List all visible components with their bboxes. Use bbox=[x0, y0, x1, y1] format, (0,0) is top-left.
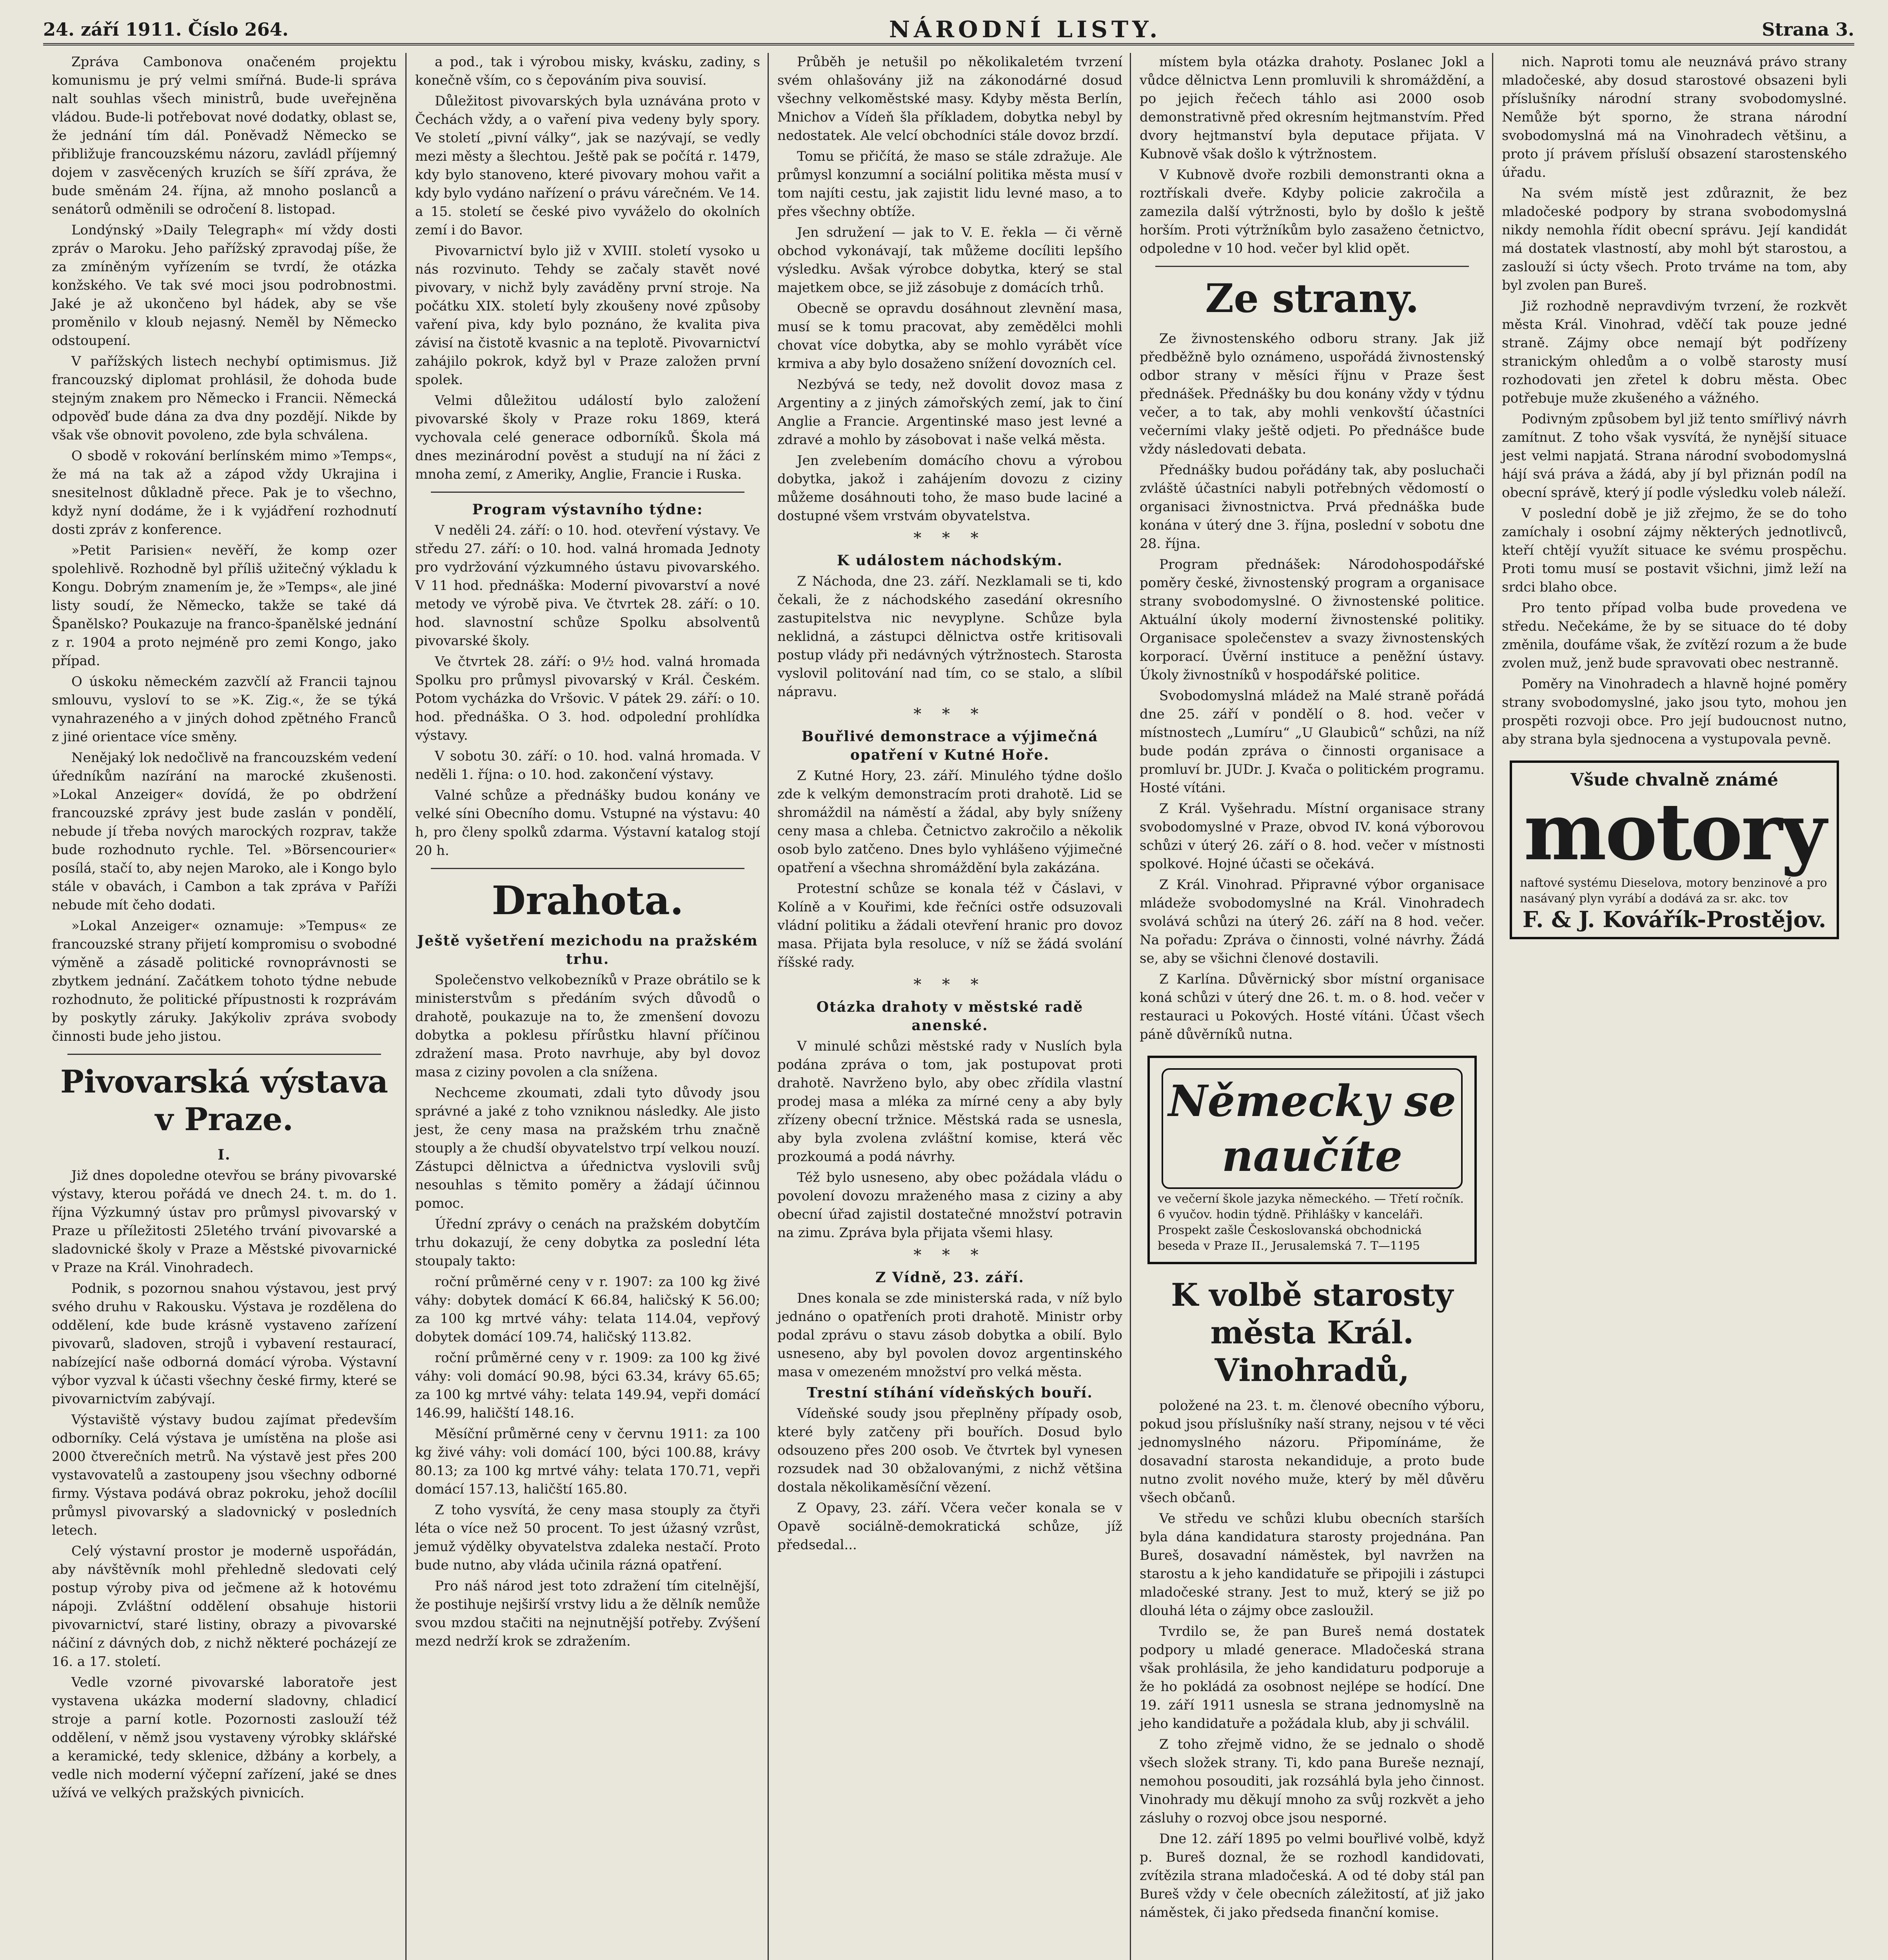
paragraph: Pro náš národ jest toto zdražení tím citelnější, že postihuje nejširší vrstvy lidu a že dělník nemůže svou mzdou stačiti na nejnutnější potřeby. Zvýšení mezd nedrží krok se zdražením. bbox=[415, 1578, 760, 1649]
paragraph: Z Náchoda, dne 23. září. Nezklamali se ti, kdo čekali, že z náchodského zasedání okresního zastupitelstva nic nevyplyne. Schůze byla neklidná, a zástupci dělnictva ostře kritisovali postup vlády při nedávných výtržnostech. Starosta vyslovil politování nad tím, co se stalo, a slíbil nápravu. bbox=[777, 573, 1122, 700]
price-paragraph: roční průměrné ceny v r. 1907: za 100 kg živé váhy: dobytek domácí K 66.84, haličský K 56.00; za 100 kg mrtvé váhy: telata 114.04, vepřový dobytek domácí 109.74, haličský 113.82. bbox=[415, 1274, 760, 1345]
paragraph: Tvrdilo se, že pan Bureš nemá dostatek podpory u mladé generace. Mladočeská strana však prohlásila, že jeho kandidaturu podporuje a že ho pokládá za osobnost nejlépe se hodící. Dne 19. září 1911 usnesla se strana jednomyslně na jeho kandidatuře a požádala klub, aby ji schválil. bbox=[1140, 1624, 1485, 1731]
paragraph: Podnik, s pozornou snahou výstavou, jest prvý svého druhu v Rakousku. Výstava je rozdělena do oddělení, kde bude krásně vystaveno zařízení pivovarů, sladoven, strojů i vybavení restaurací, nabízející naše odborná domácí výroba. Výstavní výbor vyzval k účasti všechny české firmy, které se pivovarnictvím zabývají. bbox=[52, 1281, 397, 1407]
paragraph: Tomu se přičítá, že maso se stále zdražuje. Ale průmysl konzumní a sociální politika města musí v tom najíti cestu, jak zajistit lidu levné maso, a to přes všechny obtíže. bbox=[777, 149, 1122, 220]
column-3-text bbox=[769, 53, 1131, 1554]
paragraph: Vedle vzorné pivovarské laboratoře jest vystavena ukázka moderní sladovny, chladicí stroje a parní kotle. Pozornosti zaslouží též oddělení, v němž jsou vystaveny výrobky sklářské a keramické, tedy sklenice, džbány a korbely, a vedle nich moderní výčepní zařízení, jaké se dnes užívá ve velkých pražských pivnicích. bbox=[52, 1675, 397, 1801]
ad-logo: motory bbox=[1523, 786, 1825, 878]
paragraph: Valné schůze a přednášky budou konány ve velké síni Obecního domu. Vstupné na výstavu: 40 h, pro členy spolků zdarma. Výstavní katalog stojí 20 h. bbox=[415, 788, 760, 858]
paragraph: Z Král. Vyšehradu. Místní organisace strany svobodomyslné v Praze, obvod IV. koná výborovou schůzi v úterý 26. září o 8. hod. večer v místnosti spolkové. Hojné účasti se očekává. bbox=[1140, 801, 1485, 872]
article-subheading: Bouřlivé demonstrace a výjimečná opatření v Kutné Hoře. bbox=[801, 728, 1098, 763]
paragraph: Dnes konala se zde ministerská rada, v níž bylo jednáno o opatřeních proti drahotě. Ministr orby podal zprávu o stavu zásob dobytka a obilí. Bylo usneseno, aby byl povolen dovoz argentinského masa v omezeném množství pro velká města. bbox=[777, 1290, 1122, 1380]
paragraph: Z toho zřejmě vidno, že se jednalo o shodě všech složek strany. Ti, kdo pana Bureše neznají, nemohou posouditi, jak rozsáhlá byla jeho činnost. Vinohrady mu děkují mnoho za svůj rozkvět a jeho zásluhy o rozvoj obce jsou nesporné. bbox=[1140, 1737, 1485, 1826]
column-3 bbox=[768, 53, 1131, 1960]
paragraph: Nechceme zkoumati, zdali tyto důvody jsou správné a jaké z toho vzniknou následky. Ale jisto jest, že ceny masa na pražském trhu značně stouply a že chudší obyvatelstvo trpí velkou nouzí. Zástupci dělnictva a úřednictva vyslovili svůj nesouhlas s těmito poměry a žádají účinnou pomoc. bbox=[415, 1085, 760, 1211]
column-4 bbox=[1130, 53, 1493, 1960]
ad-text: ve večerní škole jazyka německého. — Třetí ročník. 6 vyučov. hodin týdně. Přihlášky v kanceláři. Prospekt zašle Českoslovanská obchodnická beseda v Praze II., Jerusalemská 7. T—1195 bbox=[1158, 1192, 1464, 1253]
paragraph: Z toho vysvítá, že ceny masa stouply za čtyři léta o více než 50 procent. To jest úžasný vzrůst, jemuž výdělky obyvatelstva zdaleka nestačí. Proto bude nutno, aby vláda učinila rázná opatření. bbox=[415, 1502, 760, 1573]
paragraph: »Petit Parisien« nevěří, že komp ozer spolehlivě. Rozhodně byl příliš užitečný výkladu k Kongu. Dobrým znamením je, že »Temps«, ale jiné listy soudí, že Německo, takže se také dá Španělsko? Poukazuje na franco-španělské jednání z r. 1904 a proto nejméně pro zemi Kongo, jako případ. bbox=[52, 543, 397, 669]
article-subheading: K událostem náchodským. bbox=[837, 552, 1063, 569]
section-separator: * * * bbox=[913, 976, 986, 994]
column-5-text bbox=[1493, 53, 1855, 939]
ad-text: naftové systému Dieselova, motory benzinové a pro nasávaný plyn vyrábí a dodává za sr. akc. tov bbox=[1520, 876, 1827, 906]
paragraph: O sbodě v rokování berlínském mimo »Temps«, že má na tak až a zápod vždy Ukrajina i snesitelnost důkladně přece. Pak je to všechno, když nyní dodáme, že i k vyjádření rozhodnutí dosti zpráv z konference. bbox=[52, 448, 397, 537]
paragraph: místem byla otázka drahoty. Poslanec Jokl a vůdce dělnictva Lenn promluvili k shromáždění, a po jejich řečech táhlo asi 2000 osob demonstrativně před okresním hejtmanstvím. Před dvory hejtmanství byla deputace přijata. V Kubnově však došlo k výtržnostem. bbox=[1140, 54, 1485, 162]
paragraph: Podivným způsobem byl již tento smířlivý návrh zamítnut. Z toho však vysvítá, že nynější situace jest velmi napjatá. Strana národní svobodomyslná hájí svá práva a žádá, aby jí byl přiznán podíl na obecní správě, který jí podle výsledku voleb náleží. bbox=[1502, 411, 1847, 501]
ad-firm-name: F. & J. Kovářík-Prostějov. bbox=[1522, 907, 1826, 933]
article-subheading: Ještě vyšetření mezichodu na pražském trhu. bbox=[417, 933, 758, 967]
paragraph: Protestní schůze se konala též v Čáslavi, v Kolíně a v Kouřimi, kde řečníci ostře odsuzovali vládní politiku a žádali otevření hranic pro dovoz masa. Přijata byla resoluce, v níž se žádá svolání říšské rady. bbox=[777, 881, 1122, 970]
article-subheading: Z Vídně, 23. září. bbox=[875, 1269, 1024, 1286]
paragraph: Celý výstavní prostor je moderně uspořádán, aby návštěvník mohl přehledně sledovati celý postup výroby piva od ječmene až k hotovému nápoji. Zvláštní oddělení obsahuje historii pivovarnictví, staré listiny, obrazy a pivovarské náčiní z dávných dob, z nichž některé pocházejí ze 16. a 17. století. bbox=[52, 1543, 397, 1670]
paragraph: položené na 23. t. m. členové obecního výboru, pokud jsou příslušníky naší strany, nejsou v té věci jednomyslného názoru. Připomínáme, že dosavadní starosta nekandiduje, a proto bude nutno zvolit nového muže, který by měl důvěru všech občanů. bbox=[1140, 1398, 1485, 1506]
paragraph: a pod., tak i výrobou misky, kvásku, zadiny, s konečně vším, co s čepováním piva souvisí. bbox=[415, 54, 760, 88]
article-subheading: Trestní stíhání vídeňských bouří. bbox=[807, 1385, 1093, 1401]
column-1 bbox=[43, 53, 405, 1960]
program-heading: Program výstavního týdne: bbox=[472, 501, 703, 518]
divider bbox=[1155, 266, 1469, 267]
paragraph: V minulé schůzi městské rady v Nuslích byla podána zpráva o tom, jak postupovat proti drahotě. Navrženo bylo, aby obec zřídila vlastní prodej masa a mléka za mírné ceny a aby byly zřízeny obecní tržnice. Městská rada se usnesla, aby byla zvolena zvláštní komise, která věc prozkoumá a podá návrhy. bbox=[777, 1038, 1122, 1165]
columns bbox=[43, 53, 1854, 1960]
paragraph: Poměry na Vinohradech a hlavně hojné poměry strany svobodomyslné, jako jsou tyto, mohou jen prospěti rozvoji obce. Pro její budoucnost nutno, aby strana byla sjednocena a vystupovala pevně. bbox=[1502, 676, 1847, 747]
paragraph: Pivovarnictví bylo již v XVIII. století vysoko u nás rozvinuto. Tehdy se začaly stavět nové pivovary, v nichž byly zaváděny první stroje. Na počátku XIX. století byly zkoušeny nové způsoby vaření piva, kdy bylo poznáno, že kvalita piva závisí na čistotě kvasnic a na teplotě. Pivovarnictví zahájilo pokrok, když byl v Praze založen první spolek. bbox=[415, 243, 760, 388]
ad-tagline: Všude chvalně známé bbox=[1570, 770, 1778, 790]
paragraph: V sobotu 30. září: o 10. hod. valná hromada. V neděli 1. října: o 10. hod. zakončení výstavy. bbox=[415, 748, 760, 782]
paragraph: V poslední době je již zřejmo, že se do toho zamíchaly i osobní zájmy některých jednotlivců, kteří chtějí využít situace ke svému prospěchu. Proti tomu musí se postavit všichni, jimž leží na srdci blaho obce. bbox=[1502, 506, 1847, 595]
section-separator: * * * bbox=[913, 705, 986, 723]
article-heading: K volbě starosty města Král. Vinohradů, bbox=[1171, 1276, 1454, 1388]
ad-headline: Německy se naučíte bbox=[1162, 1068, 1463, 1189]
paragraph: V pařížských listech nechybí optimismus. Již francouzský diplomat prohlásil, že dohoda bude stejným znakem pro Německo i Francii. Německá odpověď bude dána za dva dny pozdějí. Nikde by však vše obnovit povoleno, zde byla schválena. bbox=[52, 354, 397, 443]
paragraph: Výstaviště výstavy budou zajímat především odborníky. Celá výstava je umístěna na ploše asi 2000 čtverečních metrů. Na výstavě jest přes 200 vystavovatelů a zastoupeny jsou všechny odborné firmy. Výstava podává obraz pokroku, jehož docílil průmysl pivovarský a sladovnický v posledních letech. bbox=[52, 1412, 397, 1538]
paragraph: O úskoku německém zazvčlí až Francii tajnou smlouvu, vysloví to se »K. Zig.«, že se týká vynahrazeného a v jiných dohod zpětného Franců z jiné orientace více směny. bbox=[52, 674, 397, 745]
paragraph: Ze živnostenského odboru strany. Jak již předběžně bylo oznámeno, uspořádá živnostenský odbor strany v měsíci říjnu v Praze šest přednášek. Přednášky bu dou konány vždy v týdnu večer, a to tak, aby mohli venkovští účastníci večerními vlaky ještě odjeti. Po přednášce bude vždy následovati debata. bbox=[1140, 331, 1485, 457]
page-number: Strana 3. bbox=[1762, 19, 1854, 40]
paragraph: Z Karlína. Důvěrnický sbor místní organisace koná schůzi v úterý dne 26. t. m. o 8. hod. večer v restauraci u Pokových. Hosté vítáni. Účast všech páně důvěrníků nutna. bbox=[1140, 971, 1485, 1042]
paragraph: Důležitost pivovarských byla uznávána proto v Čechách vždy, a o vaření piva vedeny byly spory. Ve století „pivní války“, jak se nazývají, se vedly mezi městy a šlechtou. Ještě pak se počítá r. 1479, kdy bylo stanoveno, které pivovary mohou vařit a kdy bylo vydáno nařízení o právu várečném. Ve 14. a 15. století se české pivo vyváželo do okolních zemí i do Bavor. bbox=[415, 93, 760, 238]
paragraph: Z Král. Vinohrad. Připravné výbor organisace mládeže svobodomyslné na Král. Vinohradech svolává schůzi na úterý 26. září na 8 hod. večer. Na pořadu: Zpráva o činnosti, volné návrhy. Žádá se, aby se všichni členové dostavili. bbox=[1140, 877, 1485, 966]
paragraph: Zpráva Cambonova onačeném projektu komunismu je prý velmi smířná. Bude-li správa nalt souhlas všech ministrů, bude uveřejněna vládou. Bude-li potřebovat nové dodatky, oblast se, že jednání tím dál. Poněvadž Německo se přibližuje francouzskému názoru, zavládl příjemný dojem v zasvěcených kruzích se šíří zpráva, že bude směnám 24. října, až mnoho poslanců a senátorů odměnili se odročení 8. listopad. bbox=[52, 54, 397, 217]
article-subheading: I. bbox=[218, 1147, 231, 1163]
paragraph: Londýnský »Daily Telegraph« mí vždy dosti zpráv o Maroku. Jeho pařížský zpravodaj píše, že za zmíněným vyřízením se tvrdí, že otázka konžského. Ve tak své moci jsou podrobnostmi. Jaké je až ukončeno byl hádek, aby se vše proměnilo v kloub nejasný. Neměl by Německo odstoupení. bbox=[52, 222, 397, 348]
paragraph: Svobodomyslná mládež na Malé straně pořádá dne 25. září v pondělí o 8. hod. večer v místnostech „Lumíru“ „U Glaubiců“ schůzi, na níž bude podán zpráva o činnosti organisace a promluví br. JUDr. J. Kvača o politickém programu. Hosté vítáni. bbox=[1140, 688, 1485, 796]
paragraph: Z Opavy, 23. září. Včera večer konala se v Opavě sociálně-demokratická schůze, jíž předsedal... bbox=[777, 1500, 1122, 1553]
paragraph: Ve čtvrtek 28. září: o 9½ hod. valná hromada Spolku pro průmysl pivovarský v Král. Českém. Potom vycházka do Vršovic. V pátek 29. září: o 10. hod. přednáška. O 3. hod. odpolední prohlídka výstavy. bbox=[415, 654, 760, 743]
paragraph: Jen sdružení — jak to V. E. řekla — či věrně obchod vykonávají, tak můžeme docíliti lepšího výsledku. Avšak výrobce dobytka, který se stal majetkem obce, se již zásobuje z domácích trhů. bbox=[777, 225, 1122, 296]
paragraph: Též bylo usneseno, aby obec požádala vládu o povolení dovozu mraženého masa z ciziny a aby obecní úřad zajistil dostatečné množství potravin na zimu. Zpráva byla přijata všemi hlasy. bbox=[777, 1170, 1122, 1241]
german-course-advertisement bbox=[1147, 1056, 1477, 1264]
paragraph: Průběh je netušil po několikaletém tvrzení svém ohlašovány již na zákonodárné dosud všechny velkoměstské masy. Kdyby města Berlín, Mnichov a Vídeň šla příkladem, dobytka nebyl by nedostatek. Ale velcí obchodníci stále dovoz brzdí. bbox=[777, 54, 1122, 143]
paragraph: Ve středu ve schůzi klubu obecních starších byla dána kandidatura starosty projednána. Pan Bureš, dosavadní náměstek, byl navržen na starostu a k jeho kandidatuře se připojili i zástupci mladočeské strany. Jest to muž, který se již po dlouhá léta o zájmy obce zasloužil. bbox=[1140, 1511, 1485, 1619]
paragraph: Již rozhodně nepravdivým tvrzení, že rozkvět města Král. Vinohrad, vděčí tak pouze jedné straně. Zájmy obce nemají být podřízeny stranickým ohledům a o volbě starosty musí rozhodovati jen zřetel k dobru města. Obec potřebuje muže zkušeného a vážného. bbox=[1502, 298, 1847, 406]
paragraph: Společenstvo velkobezníků v Praze obrátilo se k ministerstvům s předáním svých důvodů o drahotě, poukazuje na to, že zmenšení dovozu dobytka a poklesu přírůstku hlavní příčinou zdražení masa. Proto navrhuje, aby byl dovoz masa z ciziny povolen a cla snížena. bbox=[415, 972, 760, 1080]
column-1-text bbox=[43, 53, 405, 1802]
paragraph: Již dnes dopoledne otevřou se brány pivovarské výstavy, kterou pořádá ve dnech 24. t. m. do 1. října Výzkumný ústav pro průmysl pivovarský v Praze u příležitosti 25letého trvání pivovarské a sladovnické školy v Praze a Městské pivovarnické v Praze na Král. Vinohradech. bbox=[52, 1168, 397, 1276]
masthead bbox=[43, 16, 1854, 45]
paragraph: Velmi důležitou událostí bylo založení pivovarské školy v Praze roku 1869, která vychovala celé generace odborníků. Škola má dnes mezinárodní pověst a studují na ní žáci z mnoha zemí, z Ameriky, Anglie, Francie i Ruska. bbox=[415, 393, 760, 482]
paragraph: Vídeňské soudy jsou přeplněny případy osob, které byly zatčeny při bouřích. Dosud bylo odsouzeno přes 200 osob. Ve čtvrtek byl vynesen rozsudek nad 30 obžalovanými, z nichž většina dostala několikaměsíční vězení. bbox=[777, 1406, 1122, 1495]
article-heading: Drahota. bbox=[492, 877, 684, 924]
paragraph: Úřední zprávy o cenách na pražském dobytčím trhu dokazují, že ceny dobytka za poslední léta stoupaly takto: bbox=[415, 1216, 760, 1269]
paragraph: Jen zvelebením domácího chovu a výrobou dobytka, jakož i zahájením dovozu z ciziny můžeme dosáhnouti toho, že maso bude laciné a dostupné všem vrstvám obyvatelstva. bbox=[777, 453, 1122, 524]
section-separator: * * * bbox=[913, 529, 986, 547]
paragraph: »Lokal Anzeiger« oznamuje: »Tempus« ze francouzské strany přijetí kompromisu o svobodné výměně a zásadě politické rovnoprávnosti se zbytkem jednání. Začátkem tohoto týdne nebude rozhodnuto, že politické přípustnosti k rozprávám by poskytly záruky. Jakýkoliv zpráva svobody činnosti bude jeho jistou. bbox=[52, 918, 397, 1044]
divider bbox=[67, 1054, 381, 1055]
column-5 bbox=[1492, 53, 1855, 1960]
paragraph: Nezbývá se tedy, než dovolit dovoz masa z Argentiny a z jiných zámořských zemí, jak to činí Anglie a Francie. Argentinské maso jest levné a zdravé a mohlo by zásobovat i naše velká města. bbox=[777, 377, 1122, 448]
divider bbox=[431, 868, 744, 869]
paragraph: Nenějaký lok nedočlivě na francouzském vedení úředníkům nazírání na marocké zkušenosti. »Lokal Anzeiger« dovídá, že po obdržení francouzské zprávy jest bude zaslán v pondělí, nebude jí třeba nových marockých rozprav, takže bude rozhodnuto rychle. Tel. »Börsencourier« posílá, stačí to, aby nejen Maroko, ale i Kongo bylo stále v obavách, i Cambon a tak zpráva v Paříži nebude mít čeho dodati. bbox=[52, 750, 397, 913]
paragraph: Z Kutné Hory, 23. září. Minulého týdne došlo zde k velkým demonstracím proti drahotě. Lid se shromáždil na náměstí a žádal, aby byly sníženy ceny masa a chleba. Četnictvo zakročilo a několik osob bylo zatčeno. Dnes bylo vyhlášeno výjimečné opatření a všechna shromáždění byla zakázána. bbox=[777, 768, 1122, 876]
paragraph: Program přednášek: Národohospodářské poměry české, živnostenský program a organisace strany svobodomyslné. O živnostenské politice. Aktuální úkoly moderní živnostenské politiky. Organisace společenstev a svazy živnostenských korporací. Úvěrní instituce a peněžní ústavy. Úkoly živnostníků v hospodářské politice. bbox=[1140, 557, 1485, 683]
issue-date: 24. září 1911. Číslo 264. bbox=[43, 19, 289, 40]
paper-name: NÁRODNÍ LISTY. bbox=[889, 16, 1162, 43]
paragraph: V neděli 24. září: o 10. hod. otevření výstavy. Ve středu 27. září: o 10. hod. valná hromada Jednoty pro vydržování výzkumného ústavu pivovarského. V 11 hod. přednáška: Moderní pivovarství a nové metody ve výrobě piva. Ve čtvrtek 28. září: o 10. hod. slavnostní schůze Spolku absolventů pivovarské školy. bbox=[415, 523, 760, 649]
column-2-text bbox=[407, 53, 769, 1651]
paragraph: Pro tento případ volba bude provedena ve středu. Nečekáme, že by se situace do té doby změnila, doufáme však, že zvítězí rozum a že bude zvolen muž, jenž bude spravovati obec nestranně. bbox=[1502, 600, 1847, 671]
motory-advertisement bbox=[1510, 760, 1839, 939]
article-heading: Ze strany. bbox=[1205, 275, 1419, 321]
article-heading: Pivovarská výstava v Praze. bbox=[60, 1063, 388, 1138]
article-subheading: Otázka drahoty v městské radě anenské. bbox=[816, 999, 1084, 1034]
price-paragraph: roční průměrné ceny v r. 1909: za 100 kg živé váhy: voli domácí 90.98, býci 63.34, krávy 65.65; za 100 kg mrtvé váhy: telata 149.94, vepři domácí 146.99, haličští 148.16. bbox=[415, 1350, 760, 1421]
section-separator: * * * bbox=[913, 1246, 986, 1264]
column-2 bbox=[405, 53, 769, 1960]
column-4-text bbox=[1131, 53, 1493, 1922]
paragraph: Obecně se opravdu dosáhnout zlevnění masa, musí se k tomu pracovat, aby zemědělci mohli chovat více dobytka, aby se mohlo vyrábět více krmiva a aby bylo dosaženo snížení dovozních cel. bbox=[777, 301, 1122, 372]
paragraph: V Kubnově dvoře rozbili demonstranti okna a roztřískali dveře. Kdyby policie zakročila a zamezila další výtržnosti, bylo by došlo k ještě horším. Proti výtržníkům bylo zasaženo četnictvo, odpoledne v 10 hod. večer byl klid opět. bbox=[1140, 167, 1485, 256]
paragraph: Dne 12. září 1895 po velmi bouřlivé volbě, když p. Bureš doznal, že se rozhodl kandidovati, zvítězila strana mladočeská. A od té doby stál pan Bureš vždy v čele obecních záležitostí, ať již jako náměstek, či jako předseda finanční komise. bbox=[1140, 1831, 1485, 1920]
paragraph: Na svém místě jest zdůraznit, že bez mladočeské podpory by strana svobodomyslná nikdy nemohla řídit obecní správu. Její kandidát má dostatek vlastností, aby mohl být starostou, a zaslouží si úcty všech. Proto trváme na tom, aby byl zvolen pan Bureš. bbox=[1502, 185, 1847, 293]
price-paragraph: Měsíční průměrné ceny v červnu 1911: za 100 kg živé váhy: voli domácí 100, býci 100.88, krávy 80.13; za 100 kg mrtvé váhy: telata 170.71, vepři domácí 157.13, haličští 165.80. bbox=[415, 1426, 760, 1497]
divider bbox=[431, 492, 744, 493]
paragraph: Přednášky budou pořádány tak, aby posluchači zvláště účastníci nabyli potřebných vědomostí o organisaci živnostnictva. Prvá přednáška bude konána v úterý dne 3. října, poslední v sobotu dne 28. října. bbox=[1140, 462, 1485, 552]
paragraph: nich. Naproti tomu ale neuznává právo strany mladočeské, aby dosud starostové obsazeni byli příslušníky národní strany svobodomyslné. Nemůže být sporno, že strana národní svobodomyslná má na Vinohradech většinu, a proto jí právem přísluší obsazení starostenského úřadu. bbox=[1502, 54, 1847, 180]
